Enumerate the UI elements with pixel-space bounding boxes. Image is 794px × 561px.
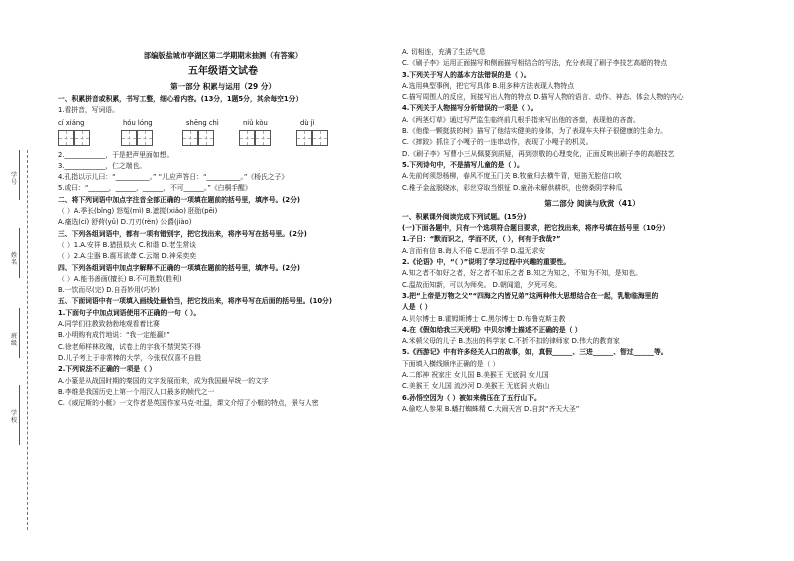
option-line: B.一饮而尽(完) D.自吾妙用(巧妙)	[58, 286, 160, 295]
question-text: 1.子日：“默而识之，学而不厌，（ ），何有于我哉?”	[402, 235, 561, 244]
side-blank-student-id	[19, 150, 20, 200]
option-line: （ ）A.季长(bǐng) 怒冤(mì) B.遮搅(xiǎo) 胚胎(pēi)	[58, 207, 218, 216]
writing-box[interactable]	[58, 130, 111, 146]
part2-title: 第二部分 阅读与欣赏（41）	[544, 198, 640, 208]
option-line: A.贝尔博士 B.霍姆斯博士 C.黑尔博士 D.布鲁克斯主教	[402, 314, 566, 323]
option-line: A.偷吃人参果 B.蟠打蜘蛛精 C.大闹天宫 D.自封“齐天大圣”	[402, 404, 580, 413]
side-blank-name	[19, 228, 20, 278]
option-line: A.《两茎灯草》通过写严监生临终前几根手指来写出他的吝啬，表现他的吝啬。	[402, 115, 640, 124]
question-text: 4.孔指以示儿曰：“__________。” “儿应声答日：“__________。”《杨氏之子》	[58, 173, 289, 182]
side-label-name: 姓名	[10, 252, 17, 266]
side-label-class: 班级	[10, 333, 17, 347]
option-line: C.描写周围人的反应，间接写出人物的特点 D.描写人物的语言、动作、神态、体会人物的内心	[402, 93, 684, 102]
option-line: C.温故而知新，可以为师矣。 D.朝闻道，夕死可矣。	[402, 280, 562, 289]
question-text: 6.孙悟空因为（ ）被如来佛压在了五行山下。	[402, 393, 541, 402]
option-line: B.《他像一颗挺拔的树》描写了他结实健美的身体，为了表现车夫样子很健康的生命力。	[402, 127, 668, 136]
question-text: 3.____________，仁之端也。	[58, 161, 147, 170]
question-heading: 四、下列各组词语中加点字解释不正确的一项填在题前的括号里，填序号。(2分)	[58, 263, 301, 272]
writing-box[interactable]	[296, 130, 349, 146]
option-line: C.美猴王 女儿国 流沙河 D.美猴王 无底洞 火焰山	[402, 382, 550, 391]
option-line: C.徐老师样林玫瑰，试卷上的字我不禁哭笑不得	[58, 342, 201, 351]
question-text: 5.《西游记》中有许多经关人口的故事，如，真假______、三进______、智过______等。	[402, 348, 668, 357]
question-text: 4.在《假如给我三天光明》中贝尔博士描述不正确的是（ ）	[402, 325, 582, 334]
option-line: （ ）2.A.尘器 B.震耳欲聋 C.云端 D.神采奕奕	[58, 252, 197, 261]
document-title: 部编版盐城市亭湖区第二学期期末抽测（有答案）	[143, 51, 303, 60]
question-text: 2.____________，于是把声里面如想。	[58, 150, 174, 159]
question-text: 3.把“上帝是万物之父”“四海之内皆兄弟”这两种伟大思想结合在一起，乳勒临海里的	[402, 291, 659, 300]
pinyin-item: cí xiáng	[58, 118, 85, 127]
question-text: 下面填入横线顺序正确的是（ ）	[402, 359, 500, 368]
option-line: A.知之者不如好之者，好之者不如乐之者 B.知之为知之，不知为不知，是知也。	[402, 269, 642, 278]
writing-box[interactable]	[239, 130, 292, 146]
side-label-student-id: 学号	[10, 172, 17, 186]
question-text: 1.看拼音，写词语。	[58, 106, 119, 115]
pinyin-row	[58, 117, 388, 130]
option-line: A.米顿父母的儿子 B.杰出的科学家 C.不折不扣的律师家 D.伟大的教育家	[402, 337, 620, 346]
pinyin-item: shēng chì	[186, 118, 219, 127]
question-heading: 五、下面词语中有一项填入画线处最恰当，把它找出来，将序号写在后面的括号里。(10分)	[58, 297, 332, 306]
option-line: B.李维是我国历史上第一个用汉人口最多的帧代之一	[58, 387, 215, 396]
side-blank-class	[19, 308, 20, 358]
option-line: A.小篆是从战国时期的秦国的文字发展而来，成为我国最早统一的文字	[58, 376, 269, 385]
pinyin-item: niǔ kòu	[243, 118, 268, 127]
writing-grid-row	[58, 130, 388, 148]
left-column	[58, 50, 388, 409]
option-line: A. 切相连，充满了生活气息	[402, 48, 486, 56]
question-text: 3.下列关于写人的基本方法错误的是（ ）。	[402, 70, 531, 79]
side-label-school: 学校	[10, 410, 17, 424]
question-text: 2.下列说法不正确的一项是（ ）	[58, 365, 157, 374]
option-line: D.《刷子李》写曹小三从佩要到质疑，再到崇敬的心理变化，正面反映出刷子李的高超技艺	[402, 149, 675, 158]
option-line: C.《威尼斯的小艇》一文作者是英国作家马克·吐温，课文介绍了小艇的特点，景与人密	[58, 399, 319, 408]
option-line: A.二郎神 祝家庄 女儿国 B.美猴王 无底洞 女儿国	[402, 371, 549, 380]
option-line: C.《摔跤》抓住了小嘎子的一连串动作，表现了小嘎子的机灵。	[402, 138, 593, 147]
writing-box[interactable]	[182, 130, 235, 146]
writing-box[interactable]	[121, 130, 174, 146]
exam-title: 五年级语文试卷	[188, 66, 258, 77]
option-line: （ ）1.A.安祥 B.猎扭似火 C.和谐 D.老生常谈	[58, 240, 197, 249]
option-line: A.先前何须怨杨柳，春风不度玉门关 B.牧童归去横牛背，短笛无腔信口吹	[402, 172, 622, 181]
question-text: 4.下列关于人物描写分析错误的一项是（ ）。	[402, 104, 538, 113]
question-text: 1.下面句子中加点词语使用不正确的一句（ ）。	[58, 308, 201, 317]
side-blank-school	[19, 385, 20, 445]
option-line: A.言而有信 B.诲人不倦 C.思而不学 D.温无求安	[402, 246, 546, 255]
option-line: （ ）A.能书善画(擅长) B.不可胜数(胜利)	[58, 274, 182, 283]
question-text: 5.或曰：“______，______，______，不可______。”《白桐手醒》	[58, 184, 252, 193]
option-line: A.选用典型事例，把它写具体 B.用多种方法表现人物特点	[402, 81, 575, 90]
option-line: C.稚子金盆脱晓冰，彩丝穿取当银钲 D.童孙未解供耕织，也傍桑阴学种瓜	[402, 183, 623, 192]
binding-margin	[0, 0, 38, 561]
question-heading: 二、将下列词语中加点字注音全部正确的一项填在题前的括号里，填序号。(2分)	[58, 195, 301, 204]
question-text: 5.下列诗句中，不是描写儿童的是（ ）。	[402, 160, 524, 169]
right-column	[402, 47, 782, 415]
pinyin-item: dù jì	[300, 118, 315, 127]
option-line: C.《刷子李》运用正面描写和侧面描写相结合的写法，充分表现了刷子李技艺高超的特点	[402, 59, 668, 68]
question-heading: 一、积累拼音或积累，书写工整，细心看内容。(13分，1题5分，其余每空1分）	[58, 95, 303, 103]
part1-title: 第一部分 积累与运用（29 分）	[170, 82, 276, 91]
option-line: A.同学们往教致勃勃地观看着比赛	[58, 320, 160, 329]
option-line: A.瘙选(cí) 舒荷(yǔ) D.刀刃(rèn) 公爵(jiào)	[58, 218, 192, 227]
option-line: D.儿子考上于非常棒的大学，今张权仅喜不自胜	[58, 353, 202, 362]
question-heading: (一)下面各题中，只有一个选项符合题目要求，把它找出来，将序号填在括号里（10分）	[402, 224, 670, 233]
option-line: B.小明购有成竹地说：“我一定能赢!”	[58, 331, 170, 340]
question-text: 人是（ ）	[402, 303, 432, 312]
question-text: 2.《论语》中，“（ ）”说明了学习过程中兴趣的重要性。	[402, 258, 571, 267]
dashed-cut-line	[27, 150, 28, 530]
pinyin-item: hóu lóng	[123, 118, 153, 127]
question-heading: 一、积累课外阅读完成下列试题。(15分)	[402, 212, 527, 221]
question-heading: 三、下列各组词语中，都有一项有错别字，把它找出来，将序号写在括号里。(2分)	[58, 229, 307, 238]
